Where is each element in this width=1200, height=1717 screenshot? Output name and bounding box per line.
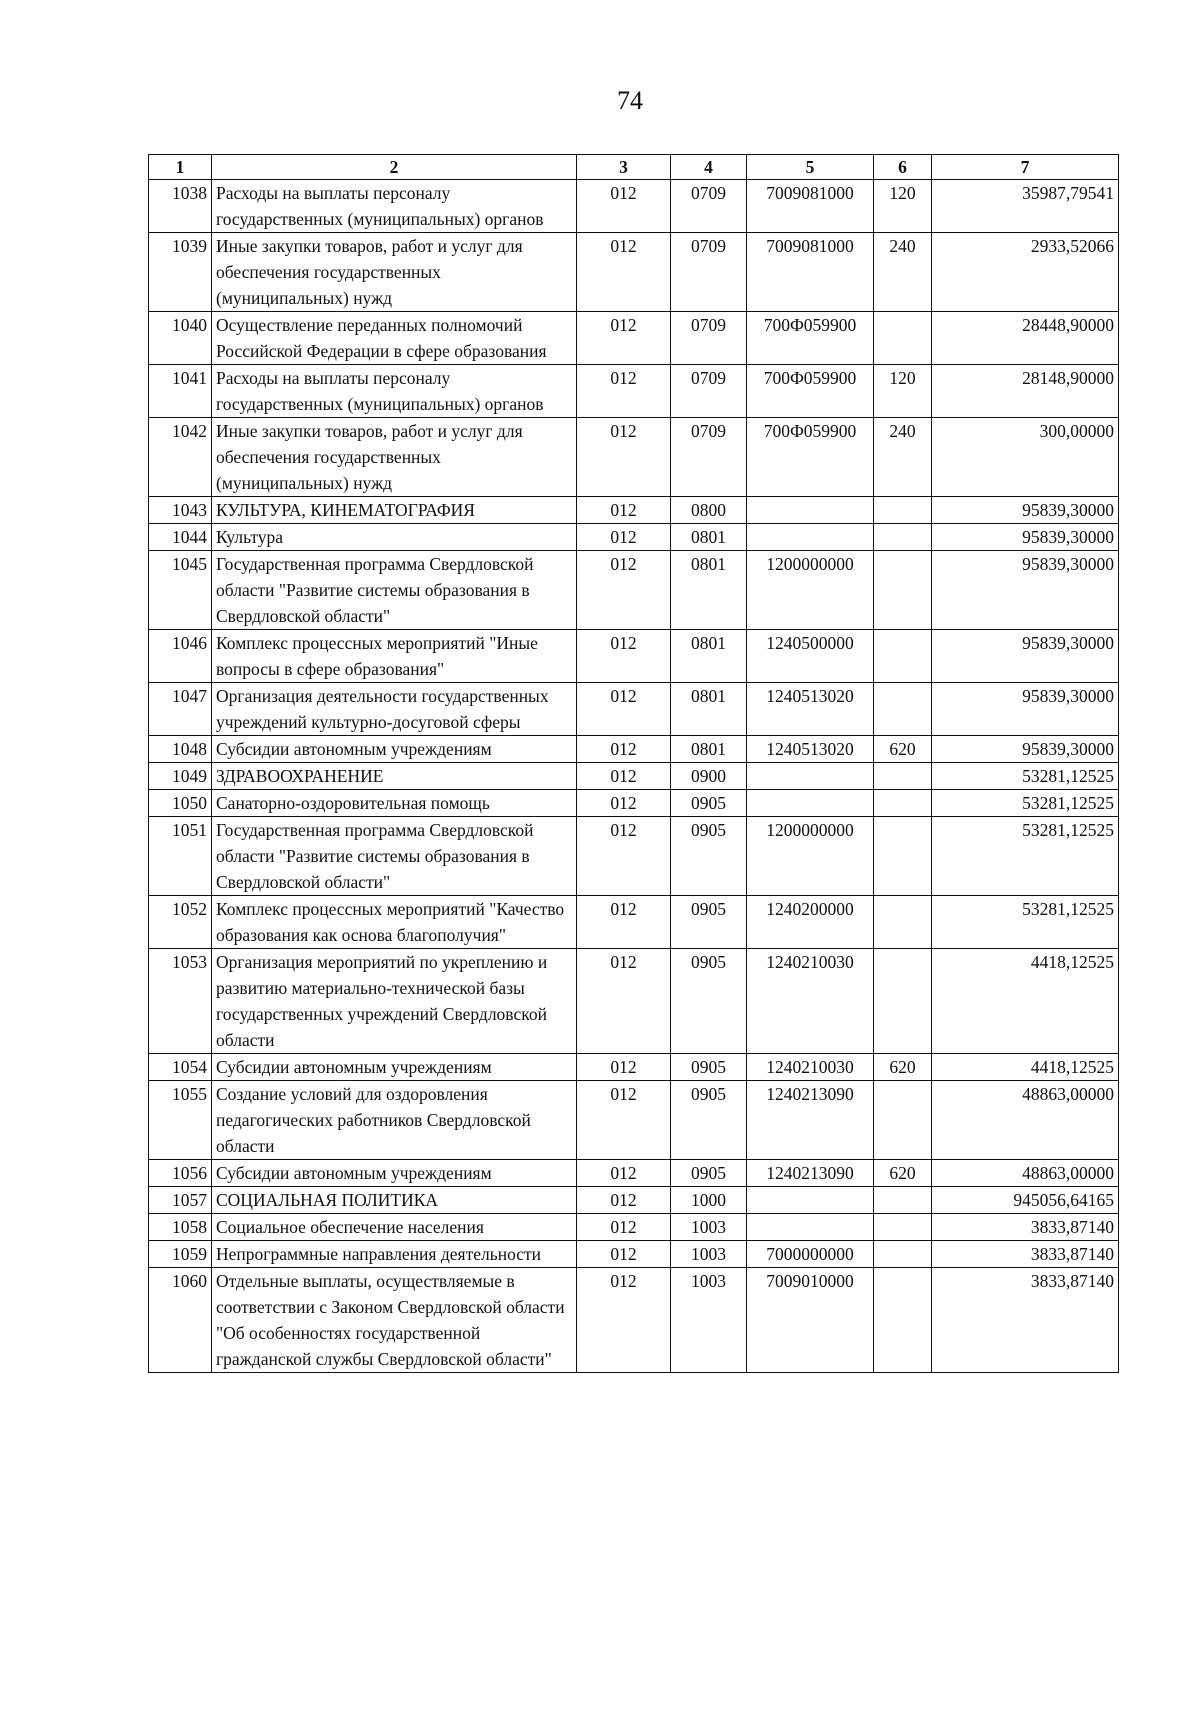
row-number-cell: 1059	[149, 1241, 212, 1268]
table-row	[149, 896, 1119, 949]
row-target-cell: 1240213090	[747, 1081, 874, 1160]
row-code-cell: 012	[577, 1054, 671, 1081]
row-number-cell: 1056	[149, 1160, 212, 1187]
row-code-cell: 012	[577, 233, 671, 312]
table-row	[149, 630, 1119, 683]
budget-table	[148, 154, 1119, 1373]
row-section-cell: 0709	[671, 365, 747, 418]
row-name-cell: Расходы на выплаты персоналу государственных (муниципальных) органов	[212, 365, 577, 418]
row-section-cell: 0801	[671, 524, 747, 551]
row-code-cell: 012	[577, 1081, 671, 1160]
row-code-cell: 012	[577, 497, 671, 524]
table-row	[149, 763, 1119, 790]
row-name-cell: Организация деятельности государственных учреждений культурно-досуговой сферы	[212, 683, 577, 736]
row-name-cell: Субсидии автономным учреждениям	[212, 1054, 577, 1081]
row-code-cell: 012	[577, 630, 671, 683]
table-row	[149, 551, 1119, 630]
row-number-cell: 1053	[149, 949, 212, 1054]
row-number-cell: 1045	[149, 551, 212, 630]
table-body	[149, 180, 1119, 1373]
row-number-cell: 1041	[149, 365, 212, 418]
row-name-cell: Отдельные выплаты, осуществляемые в соответствии с Законом Свердловской области "Об особенностях государственной гражданской службы Свердловской области"	[212, 1268, 577, 1373]
table-row	[149, 790, 1119, 817]
row-type-cell	[874, 949, 932, 1054]
row-amount-cell: 95839,30000	[932, 736, 1119, 763]
row-code-cell: 012	[577, 790, 671, 817]
row-section-cell: 1003	[671, 1268, 747, 1373]
header-col-5: 5	[747, 155, 874, 180]
row-name-cell: СОЦИАЛЬНАЯ ПОЛИТИКА	[212, 1187, 577, 1214]
row-amount-cell: 4418,12525	[932, 949, 1119, 1054]
row-type-cell	[874, 551, 932, 630]
row-section-cell: 0709	[671, 233, 747, 312]
row-code-cell: 012	[577, 1187, 671, 1214]
row-name-cell: Иные закупки товаров, работ и услуг для обеспечения государственных (муниципальных) нужд	[212, 418, 577, 497]
row-section-cell: 0905	[671, 1081, 747, 1160]
table-row	[149, 736, 1119, 763]
row-target-cell: 7009010000	[747, 1268, 874, 1373]
row-number-cell: 1040	[149, 312, 212, 365]
row-amount-cell: 95839,30000	[932, 683, 1119, 736]
table-row	[149, 1214, 1119, 1241]
header-col-6: 6	[874, 155, 932, 180]
header-col-1: 1	[149, 155, 212, 180]
row-target-cell: 1240210030	[747, 1054, 874, 1081]
row-name-cell: ЗДРАВООХРАНЕНИЕ	[212, 763, 577, 790]
table-row	[149, 497, 1119, 524]
row-target-cell: 1200000000	[747, 551, 874, 630]
row-target-cell: 700Ф059900	[747, 365, 874, 418]
row-target-cell	[747, 524, 874, 551]
row-code-cell: 012	[577, 736, 671, 763]
table-row	[149, 312, 1119, 365]
row-code-cell: 012	[577, 896, 671, 949]
table-row	[149, 418, 1119, 497]
row-type-cell: 240	[874, 233, 932, 312]
row-amount-cell: 53281,12525	[932, 763, 1119, 790]
row-type-cell	[874, 524, 932, 551]
row-section-cell: 0709	[671, 180, 747, 233]
row-code-cell: 012	[577, 365, 671, 418]
row-amount-cell: 2933,52066	[932, 233, 1119, 312]
header-col-2: 2	[212, 155, 577, 180]
row-name-cell: Государственная программа Свердловской области "Развитие системы образования в Свердловской области"	[212, 551, 577, 630]
row-section-cell: 0801	[671, 551, 747, 630]
row-amount-cell: 35987,79541	[932, 180, 1119, 233]
row-code-cell: 012	[577, 551, 671, 630]
row-target-cell: 7009081000	[747, 180, 874, 233]
row-amount-cell: 945056,64165	[932, 1187, 1119, 1214]
row-section-cell: 0801	[671, 683, 747, 736]
header-row	[149, 155, 1119, 180]
row-type-cell	[874, 763, 932, 790]
row-target-cell	[747, 1187, 874, 1214]
row-number-cell: 1057	[149, 1187, 212, 1214]
row-section-cell: 0709	[671, 312, 747, 365]
row-code-cell: 012	[577, 817, 671, 896]
row-code-cell: 012	[577, 524, 671, 551]
row-number-cell: 1055	[149, 1081, 212, 1160]
row-amount-cell: 53281,12525	[932, 790, 1119, 817]
row-number-cell: 1049	[149, 763, 212, 790]
row-code-cell: 012	[577, 683, 671, 736]
row-name-cell: КУЛЬТУРА, КИНЕМАТОГРАФИЯ	[212, 497, 577, 524]
row-target-cell: 7009081000	[747, 233, 874, 312]
header-col-3: 3	[577, 155, 671, 180]
row-type-cell	[874, 896, 932, 949]
row-amount-cell: 48863,00000	[932, 1160, 1119, 1187]
row-section-cell: 1003	[671, 1241, 747, 1268]
row-number-cell: 1050	[149, 790, 212, 817]
row-section-cell: 0905	[671, 1160, 747, 1187]
row-section-cell: 0905	[671, 817, 747, 896]
table-row	[149, 1187, 1119, 1214]
row-target-cell: 7000000000	[747, 1241, 874, 1268]
row-name-cell: Санаторно-оздоровительная помощь	[212, 790, 577, 817]
table-row	[149, 233, 1119, 312]
row-amount-cell: 3833,87140	[932, 1241, 1119, 1268]
row-target-cell	[747, 790, 874, 817]
row-amount-cell: 28448,90000	[932, 312, 1119, 365]
row-target-cell: 1240200000	[747, 896, 874, 949]
header-col-7: 7	[932, 155, 1119, 180]
table-row	[149, 180, 1119, 233]
row-name-cell: Создание условий для оздоровления педагогических работников Свердловской области	[212, 1081, 577, 1160]
row-target-cell: 1200000000	[747, 817, 874, 896]
row-section-cell: 1003	[671, 1214, 747, 1241]
row-section-cell: 0905	[671, 896, 747, 949]
row-code-cell: 012	[577, 312, 671, 365]
row-type-cell: 120	[874, 365, 932, 418]
row-section-cell: 0900	[671, 763, 747, 790]
row-type-cell: 620	[874, 1160, 932, 1187]
row-name-cell: Культура	[212, 524, 577, 551]
table-row	[149, 524, 1119, 551]
row-name-cell: Организация мероприятий по укреплению и развитию материально-технической базы государственных учреждений Свердловской области	[212, 949, 577, 1054]
row-amount-cell: 3833,87140	[932, 1268, 1119, 1373]
row-amount-cell: 28148,90000	[932, 365, 1119, 418]
row-code-cell: 012	[577, 1214, 671, 1241]
row-type-cell: 620	[874, 1054, 932, 1081]
row-name-cell: Социальное обеспечение населения	[212, 1214, 577, 1241]
row-name-cell: Комплекс процессных мероприятий "Иные вопросы в сфере образования"	[212, 630, 577, 683]
row-type-cell	[874, 790, 932, 817]
table-row	[149, 1268, 1119, 1373]
row-target-cell: 700Ф059900	[747, 312, 874, 365]
row-type-cell	[874, 1081, 932, 1160]
row-name-cell: Осуществление переданных полномочий Российской Федерации в сфере образования	[212, 312, 577, 365]
row-target-cell: 1240513020	[747, 683, 874, 736]
row-type-cell: 620	[874, 736, 932, 763]
row-code-cell: 012	[577, 418, 671, 497]
row-type-cell	[874, 497, 932, 524]
row-name-cell: Субсидии автономным учреждениям	[212, 736, 577, 763]
row-type-cell	[874, 1241, 932, 1268]
row-amount-cell: 95839,30000	[932, 497, 1119, 524]
row-section-cell: 0709	[671, 418, 747, 497]
row-type-cell	[874, 1268, 932, 1373]
row-number-cell: 1060	[149, 1268, 212, 1373]
row-section-cell: 0905	[671, 1054, 747, 1081]
row-target-cell	[747, 1214, 874, 1241]
row-number-cell: 1039	[149, 233, 212, 312]
table-row	[149, 949, 1119, 1054]
row-amount-cell: 53281,12525	[932, 896, 1119, 949]
row-number-cell: 1051	[149, 817, 212, 896]
row-type-cell	[874, 817, 932, 896]
row-target-cell: 700Ф059900	[747, 418, 874, 497]
row-target-cell: 1240210030	[747, 949, 874, 1054]
row-amount-cell: 300,00000	[932, 418, 1119, 497]
row-code-cell: 012	[577, 1160, 671, 1187]
row-amount-cell: 4418,12525	[932, 1054, 1119, 1081]
table-row	[149, 1081, 1119, 1160]
row-type-cell	[874, 630, 932, 683]
row-amount-cell: 95839,30000	[932, 551, 1119, 630]
row-amount-cell: 53281,12525	[932, 817, 1119, 896]
row-code-cell: 012	[577, 949, 671, 1054]
table-row	[149, 1054, 1119, 1081]
table-row	[149, 817, 1119, 896]
row-number-cell: 1043	[149, 497, 212, 524]
header-col-4: 4	[671, 155, 747, 180]
row-type-cell: 120	[874, 180, 932, 233]
row-amount-cell: 3833,87140	[932, 1214, 1119, 1241]
row-amount-cell: 48863,00000	[932, 1081, 1119, 1160]
row-target-cell	[747, 497, 874, 524]
row-section-cell: 0905	[671, 790, 747, 817]
row-section-cell: 0905	[671, 949, 747, 1054]
row-target-cell	[747, 763, 874, 790]
row-number-cell: 1044	[149, 524, 212, 551]
row-amount-cell: 95839,30000	[932, 630, 1119, 683]
row-code-cell: 012	[577, 1241, 671, 1268]
row-section-cell: 1000	[671, 1187, 747, 1214]
row-type-cell: 240	[874, 418, 932, 497]
row-name-cell: Субсидии автономным учреждениям	[212, 1160, 577, 1187]
row-type-cell	[874, 1214, 932, 1241]
row-number-cell: 1042	[149, 418, 212, 497]
table-row	[149, 1241, 1119, 1268]
row-code-cell: 012	[577, 180, 671, 233]
table-row	[149, 365, 1119, 418]
row-type-cell	[874, 683, 932, 736]
table-row	[149, 683, 1119, 736]
row-number-cell: 1038	[149, 180, 212, 233]
row-name-cell: Государственная программа Свердловской области "Развитие системы образования в Свердловской области"	[212, 817, 577, 896]
row-name-cell: Непрограммные направления деятельности	[212, 1241, 577, 1268]
table-row	[149, 1160, 1119, 1187]
page-number: 74	[617, 86, 643, 115]
row-target-cell: 1240213090	[747, 1160, 874, 1187]
row-amount-cell: 95839,30000	[932, 524, 1119, 551]
row-code-cell: 012	[577, 1268, 671, 1373]
row-name-cell: Иные закупки товаров, работ и услуг для обеспечения государственных (муниципальных) нужд	[212, 233, 577, 312]
row-type-cell	[874, 1187, 932, 1214]
row-number-cell: 1046	[149, 630, 212, 683]
row-number-cell: 1048	[149, 736, 212, 763]
row-number-cell: 1052	[149, 896, 212, 949]
row-section-cell: 0800	[671, 497, 747, 524]
row-name-cell: Расходы на выплаты персоналу государственных (муниципальных) органов	[212, 180, 577, 233]
row-target-cell: 1240500000	[747, 630, 874, 683]
row-code-cell: 012	[577, 763, 671, 790]
row-type-cell	[874, 312, 932, 365]
row-target-cell: 1240513020	[747, 736, 874, 763]
row-number-cell: 1058	[149, 1214, 212, 1241]
row-section-cell: 0801	[671, 630, 747, 683]
row-name-cell: Комплекс процессных мероприятий "Качество образования как основа благополучия"	[212, 896, 577, 949]
row-number-cell: 1054	[149, 1054, 212, 1081]
row-section-cell: 0801	[671, 736, 747, 763]
row-number-cell: 1047	[149, 683, 212, 736]
